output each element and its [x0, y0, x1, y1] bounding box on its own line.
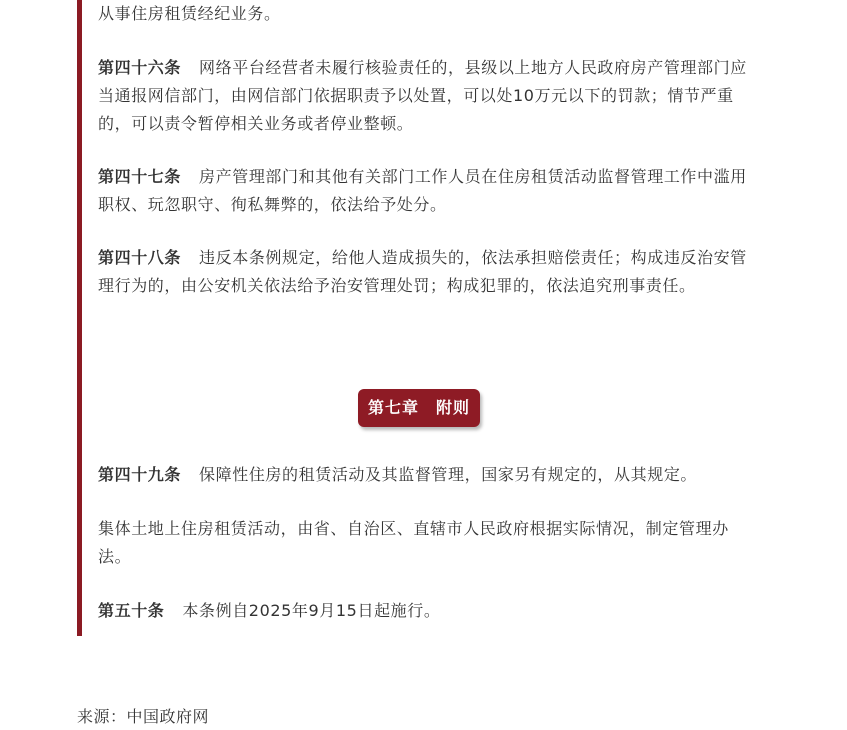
continuation-paragraph: [98, 0, 752, 28]
article-48-text: 违反本条例规定，给他人造成损失的，依法承担赔偿责任；构成违反治安管理行为的，由公安机关依法给予治安管理处罚；构成犯罪的，依法追究刑事责任。: [98, 248, 747, 295]
chapter-7-heading-badge: 第七章 附则: [358, 389, 480, 427]
article-50-number: 第五十条: [98, 601, 165, 620]
article-50: [98, 597, 752, 625]
article-49: [98, 461, 752, 489]
regulation-text-block: [77, 0, 767, 636]
article-49-paragraph-2: [98, 515, 752, 571]
article-49-number: 第四十九条: [98, 465, 182, 484]
article-49-text: 保障性住房的租赁活动及其监督管理，国家另有规定的，从其规定。: [199, 465, 698, 484]
article-48-number: 第四十八条: [98, 248, 182, 267]
article-47-text: 房产管理部门和其他有关部门工作人员在住房租赁活动监督管理工作中滥用职权、玩忽职守、徇私舞弊的，依法给予处分。: [98, 167, 747, 214]
article-47: [98, 163, 752, 219]
article-50-text: 本条例自2025年9月15日起施行。: [182, 601, 441, 620]
article-46-text: 网络平台经营者未履行核验责任的，县级以上地方人民政府房产管理部门应当通报网信部门，由网信部门依据职责予以处置，可以处10万元以下的罚款；情节严重的，可以责令暂停相关业务或者停业整顿。: [98, 58, 747, 133]
article-49-paragraph-2-text: 集体土地上住房租赁活动，由省、自治区、直辖市人民政府根据实际情况，制定管理办法。: [98, 519, 729, 566]
source-attribution: 来源：中国政府网: [77, 707, 210, 726]
article-47-number: 第四十七条: [98, 167, 182, 186]
article-46-number: 第四十六条: [98, 58, 182, 77]
continuation-text: 从事住房租赁经纪业务。: [98, 4, 281, 23]
article-48: [98, 244, 752, 300]
article-46: [98, 54, 752, 138]
